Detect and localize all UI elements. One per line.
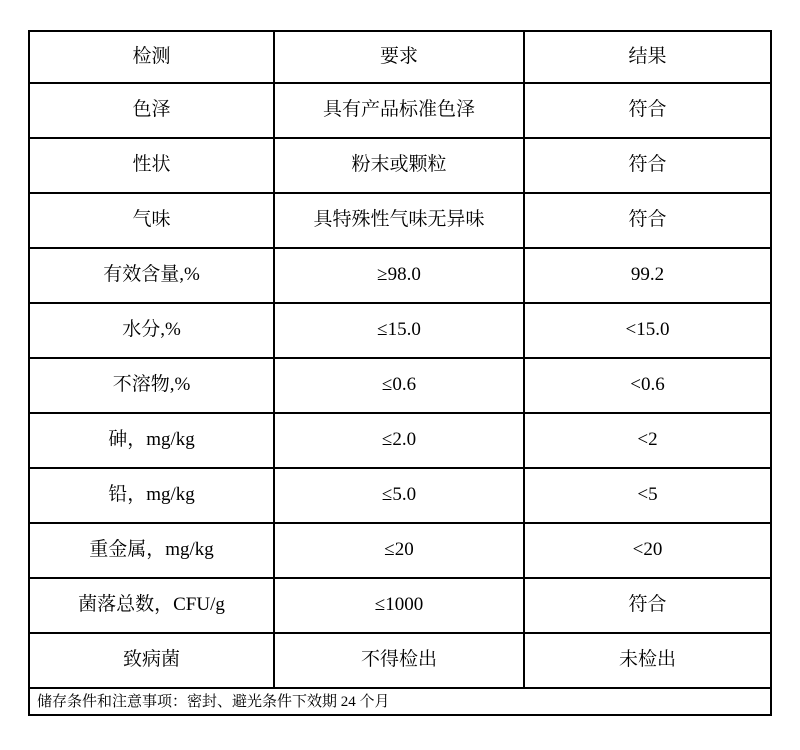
table-row [29, 248, 771, 303]
result-cell: <2 [524, 413, 771, 468]
result-cell: <20 [524, 523, 771, 578]
result-cell: 99.2 [524, 248, 771, 303]
table-row [29, 578, 771, 633]
table-row [29, 83, 771, 138]
table-row [29, 633, 771, 688]
result-cell: 符合 [524, 138, 771, 193]
requirement-cell: 具特殊性气味无异味 [274, 193, 524, 248]
requirement-cell: ≤20 [274, 523, 524, 578]
item-cell: 重金属，mg/kg [29, 523, 274, 578]
requirement-cell: ≤5.0 [274, 468, 524, 523]
item-cell: 性状 [29, 138, 274, 193]
item-cell: 气味 [29, 193, 274, 248]
header-row [29, 31, 771, 83]
item-cell: 色泽 [29, 83, 274, 138]
requirement-cell: 不得检出 [274, 633, 524, 688]
requirement-cell: ≤1000 [274, 578, 524, 633]
table-row [29, 193, 771, 248]
table-row [29, 138, 771, 193]
storage-note: 储存条件和注意事项：密封、避光条件下效期 24 个月 [29, 688, 771, 715]
header-cell-result: 结果 [524, 31, 771, 83]
requirement-cell: 粉末或颗粒 [274, 138, 524, 193]
item-cell: 菌落总数，CFU/g [29, 578, 274, 633]
inspection-table [28, 30, 772, 716]
item-cell: 铅，mg/kg [29, 468, 274, 523]
requirement-cell: ≥98.0 [274, 248, 524, 303]
header-cell-item: 检测 [29, 31, 274, 83]
requirement-cell: ≤2.0 [274, 413, 524, 468]
result-cell: 符合 [524, 193, 771, 248]
table-row [29, 468, 771, 523]
requirement-cell: ≤0.6 [274, 358, 524, 413]
header-cell-requirement: 要求 [274, 31, 524, 83]
item-cell: 砷，mg/kg [29, 413, 274, 468]
result-cell: 未检出 [524, 633, 771, 688]
table-row [29, 523, 771, 578]
item-cell: 水分,% [29, 303, 274, 358]
result-cell: <5 [524, 468, 771, 523]
result-cell: <0.6 [524, 358, 771, 413]
item-cell: 不溶物,% [29, 358, 274, 413]
requirement-cell: 具有产品标准色泽 [274, 83, 524, 138]
table-row [29, 413, 771, 468]
item-cell: 有效含量,% [29, 248, 274, 303]
table-row [29, 358, 771, 413]
result-cell: 符合 [524, 83, 771, 138]
footer-row [29, 688, 771, 715]
item-cell: 致病菌 [29, 633, 274, 688]
result-cell: <15.0 [524, 303, 771, 358]
result-cell: 符合 [524, 578, 771, 633]
table-row [29, 303, 771, 358]
requirement-cell: ≤15.0 [274, 303, 524, 358]
